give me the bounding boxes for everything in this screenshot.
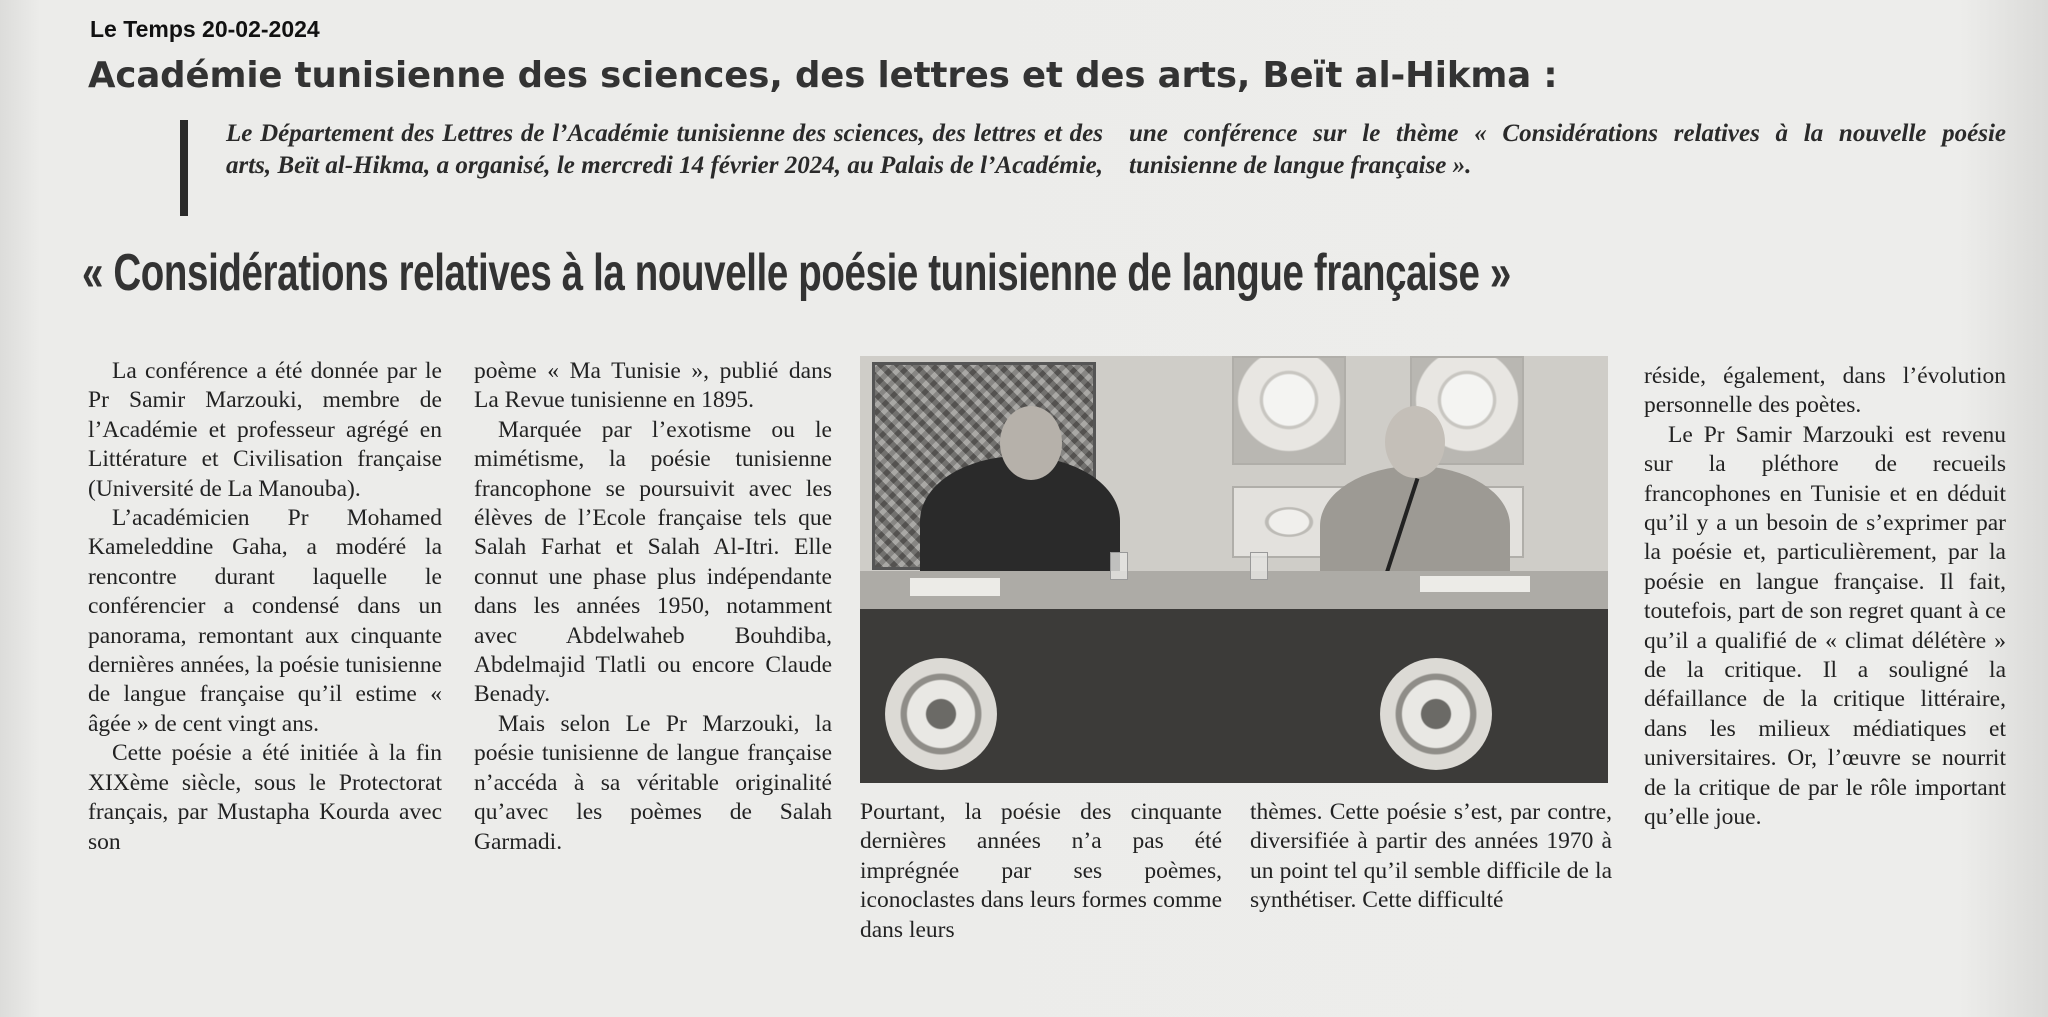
paragraph: Mais selon Le Pr Marzouki, la poésie tunisienne de langue française n’accéda à sa véritable originalité qu’avec les poèmes de Salah Garmadi. [474, 710, 832, 855]
paragraph: Le Pr Samir Marzouki est revenu sur la pléthore de recueils francophones en Tunisie et en déduit qu’il y a un besoin de s’exprimer par la poésie et, particulièrement, par la poésie en langue française. Il fait, toutefois, part de son regret quant à ce qu’il a qualifié de « climat délétère » de la critique. Il a souligné la défaillance de la critique littéraire, dans les milieux médiatiques et universitaires. Or, l’œuvre se nourrit de la critique de par le rôle important qu’elle joue. [1644, 421, 2006, 831]
paragraph: Cette poésie a été initiée à la fin XIXème siècle, sous le Protectorat français, par Mustapha Kourda avec son [88, 740, 442, 855]
text-column-3b [1250, 798, 1612, 916]
text-column-4 [1644, 362, 2006, 833]
photo-head-right [1385, 406, 1445, 478]
conference-photo [860, 356, 1608, 783]
photo-glass [1110, 552, 1128, 580]
paragraph: poème « Ma Tunisie », publié dans La Revue tunisienne en 1895. [474, 358, 832, 414]
article-kicker: Académie tunisienne des sciences, des lettres et des arts, Beït al-Hikma : [88, 55, 1558, 96]
paragraph: thèmes. Cette poésie s’est, par contre, diversifiée à partir des années 1970 à un point tel qu’il semble difficile de la synthétiser. Cette difficulté [1250, 799, 1612, 914]
text-column-1 [88, 357, 442, 857]
photo-wall-panel [1232, 356, 1346, 465]
article-headline: « Considérations relatives à la nouvelle poésie tunisienne de langue française » [82, 244, 1511, 302]
text-column-3a [860, 798, 1222, 945]
lead-rule [180, 120, 188, 216]
paragraph: L’académicien Pr Mohamed Kameleddine Gaha, a modéré la rencontre durant laquelle le conférencier a condensé dans un panorama, remontant aux cinquante dernières années, la poésie tunisienne de langue française qu’il estime « âgée » de cent vingt ans. [88, 505, 442, 737]
paragraph: Marquée par l’exotisme ou le mimétisme, la poésie tunisienne francophone se poursuivit avec les élèves de l’Ecole française tels que Salah Farhat et Salah Al-Itri. Elle connut une phase plus indépendante dans les années 1950, notamment avec Abdelwaheb Bouhdiba, Abdelmajid Tlatli ou encore Claude Benady. [474, 416, 832, 708]
photo-head-left [1000, 406, 1062, 480]
paragraph: La conférence a été donnée par le Pr Samir Marzouki, membre de l’Académie et professeur agrégé en Littérature et Civilisation française (Université de La Manouba). [88, 358, 442, 502]
paragraph: réside, également, dans l’évolution personnelle des poètes. [1644, 363, 2006, 419]
text-column-2 [474, 357, 832, 857]
newspaper-source-date: Le Temps 20-02-2024 [90, 16, 320, 42]
photo-emblem [885, 658, 997, 770]
photo-emblem [1380, 658, 1492, 770]
photo-paper [1420, 576, 1530, 592]
paragraph: Pourtant, la poésie des cinquante dernières années n’a pas été imprégnée par ses poèmes, iconoclastes dans leurs formes comme dans leurs [860, 799, 1222, 943]
photo-paper [910, 578, 1000, 596]
photo-glass [1250, 552, 1268, 580]
article-lead: Le Département des Lettres de l’Académie tunisienne des sciences, des lettres et des arts, Beït al-Hikma, a organisé, le mercredi 14 février 2024, au Palais de l’Académie, une conférence sur le thème « Considérations relatives à la nouvelle poésie tunisienne de langue française ». [226, 120, 2006, 179]
